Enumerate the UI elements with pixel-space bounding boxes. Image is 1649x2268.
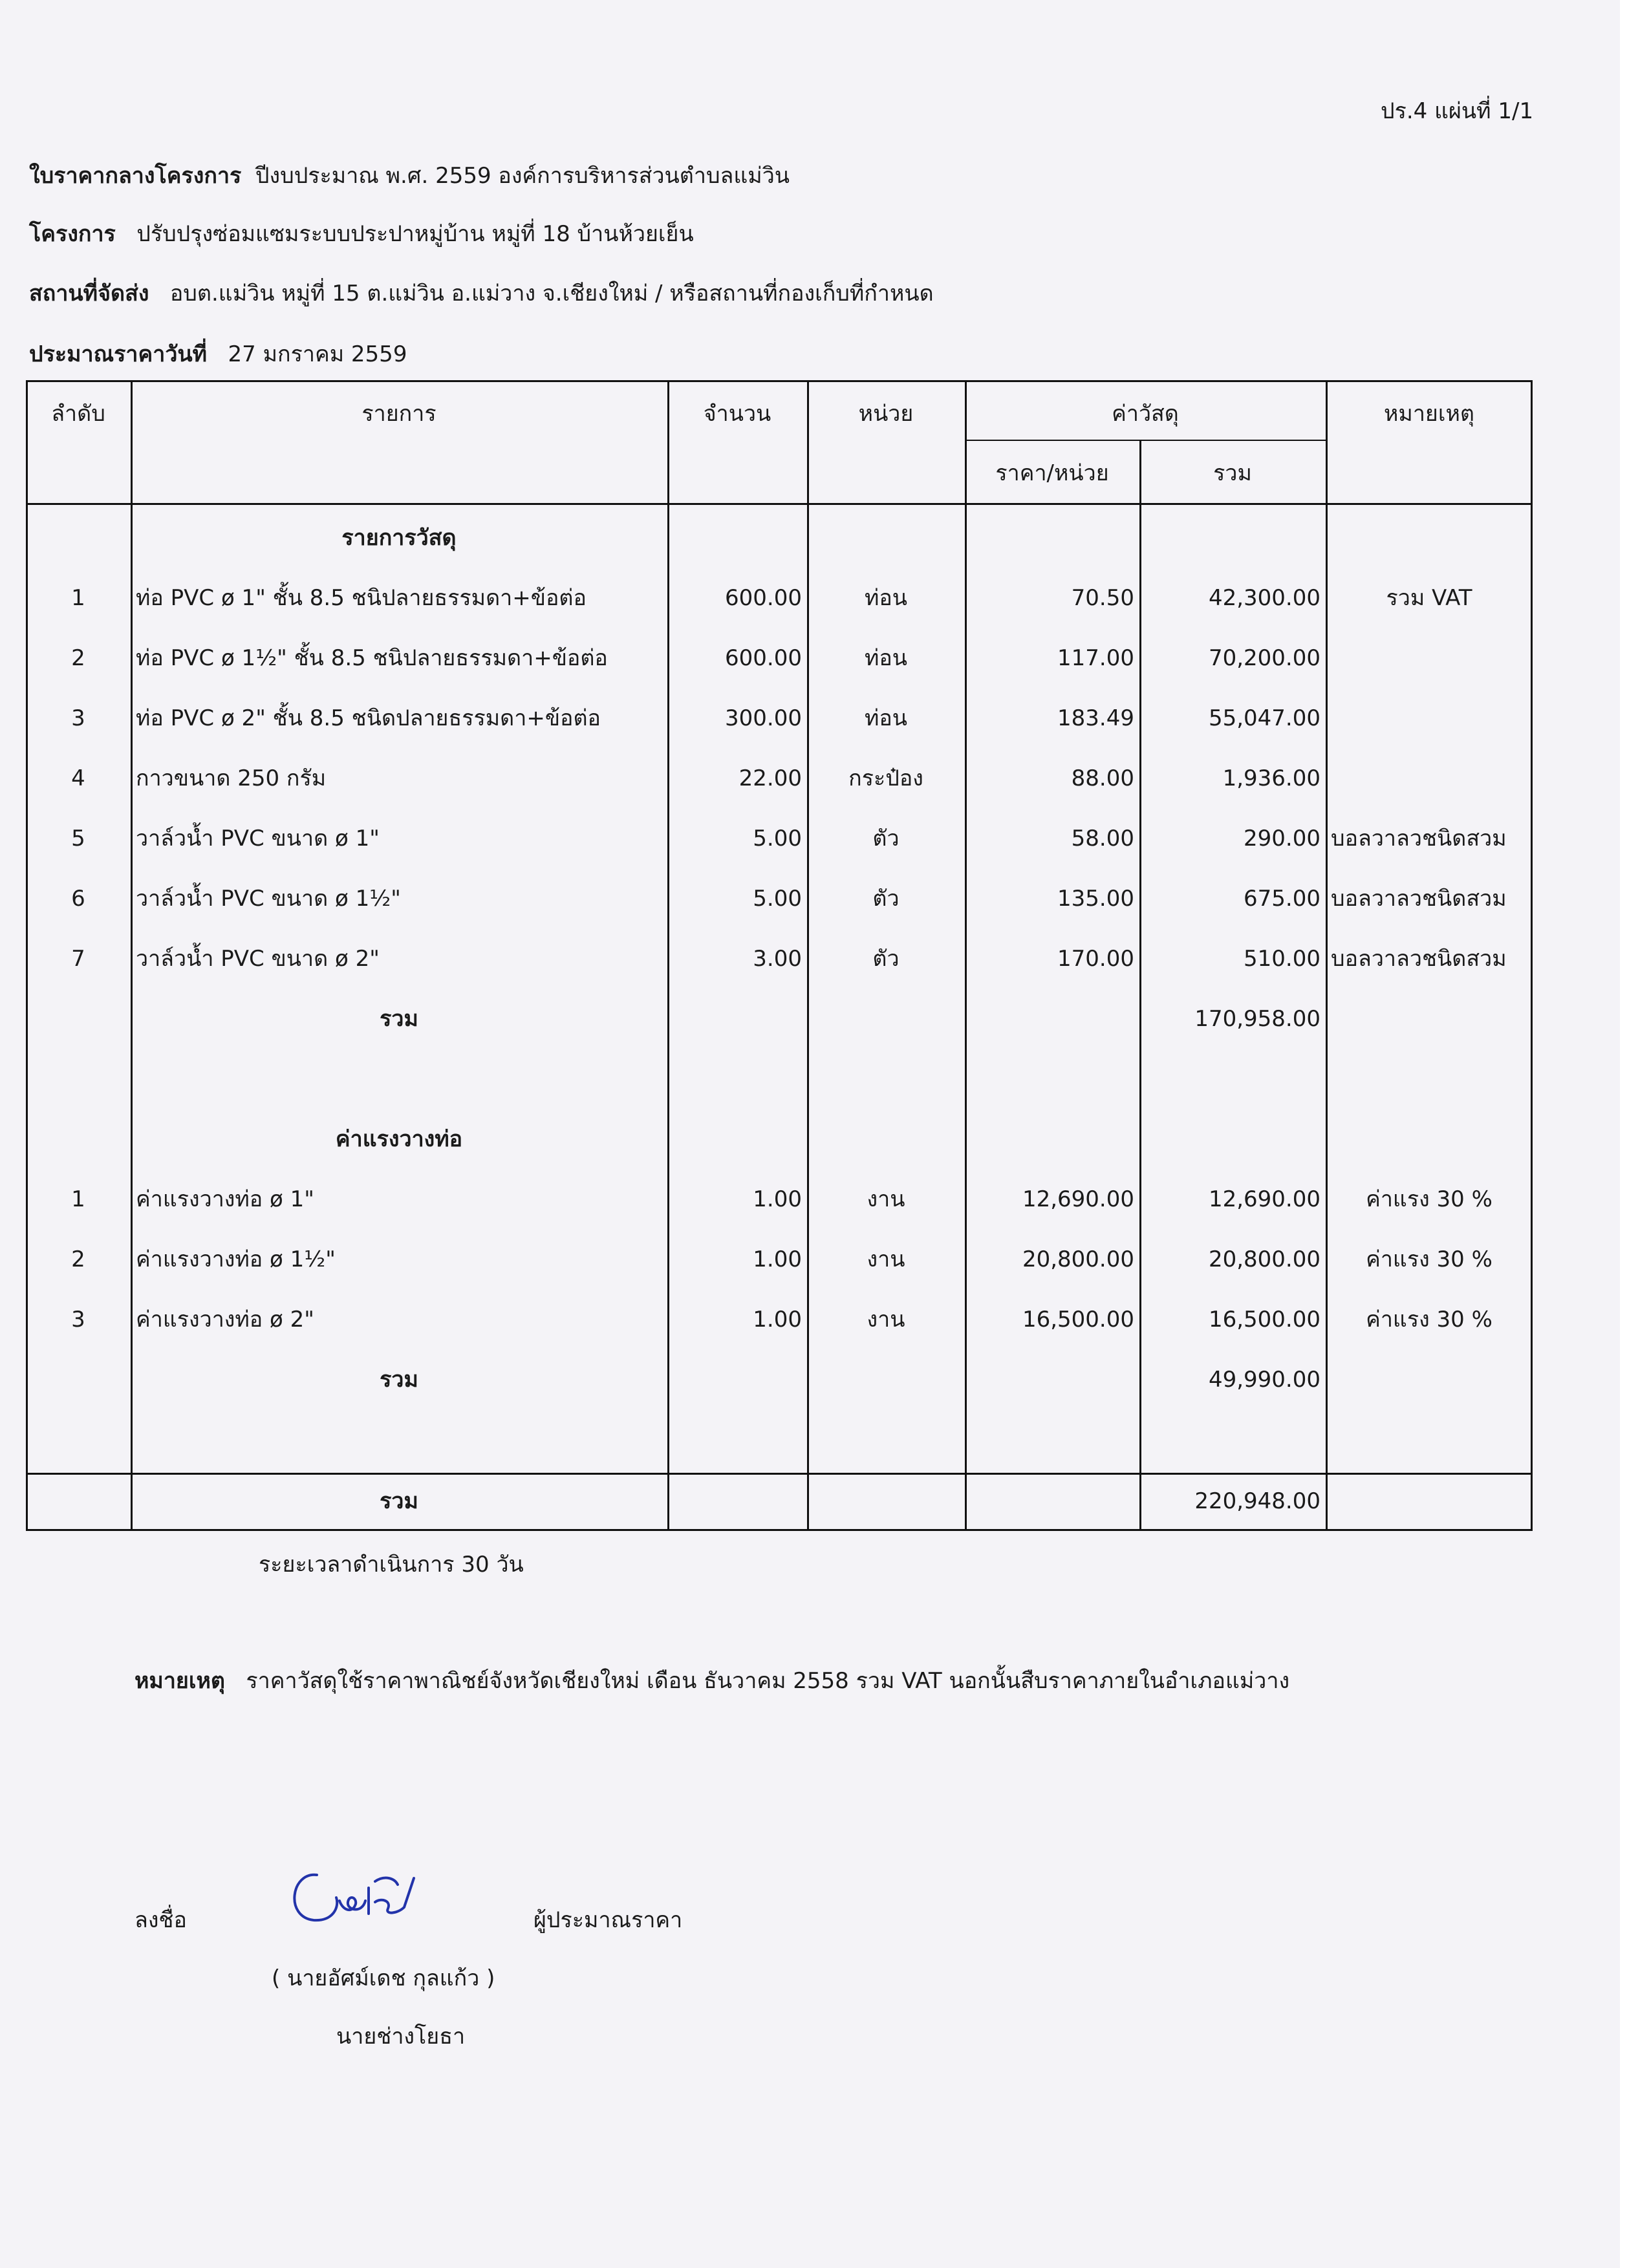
row-item: ค่าแรงวางท่อ ø 1" <box>136 1186 314 1212</box>
row-price: 58.00 <box>1071 826 1134 851</box>
header-unit: หน่วย <box>858 401 914 427</box>
row-qty: 5.00 <box>753 886 802 912</box>
signer-name: ( นายอัศม์เดช กุลแก้ว ) <box>272 1965 495 1991</box>
row-unit: ท่อน <box>864 645 908 671</box>
row-seq: 3 <box>71 705 85 731</box>
price-table <box>26 380 1533 1531</box>
signer-position: นายช่างโยธา <box>336 2024 466 2049</box>
row-seq: 5 <box>71 826 85 851</box>
section-materials-title: รายการวัสดุ <box>341 525 457 551</box>
row-total: 1,936.00 <box>1222 765 1320 791</box>
row-total: 20,800.00 <box>1208 1246 1320 1272</box>
delivery-line <box>29 279 934 308</box>
row-item: ท่อ PVC ø 1½" ชั้น 8.5 ชนิปลายธรรมดา+ข้อต่อ <box>136 645 608 671</box>
row-qty: 300.00 <box>725 705 802 731</box>
section-labor-title: ค่าแรงวางท่อ <box>335 1126 463 1152</box>
row-total: 70,200.00 <box>1208 645 1320 671</box>
row-qty: 600.00 <box>725 645 802 671</box>
row-price: 88.00 <box>1071 765 1134 791</box>
row-item: วาล์วน้ำ PVC ขนาด ø 1" <box>136 826 380 851</box>
sign-label: ลงชื่อ <box>135 1907 187 1933</box>
scan-edge <box>1620 0 1649 2268</box>
row-unit: งาน <box>867 1246 905 1272</box>
row-seq: 3 <box>71 1307 85 1332</box>
row-item: ท่อ PVC ø 1" ชั้น 8.5 ชนิปลายธรรมดา+ข้อต่อ <box>136 585 587 611</box>
row-remark: บอลวาลวชนิดสวม <box>1331 946 1507 972</box>
date-value: 27 มกราคม 2559 <box>228 341 407 367</box>
row-price: 12,690.00 <box>1022 1186 1134 1212</box>
row-qty: 5.00 <box>753 826 802 851</box>
row-total: 12,690.00 <box>1208 1186 1320 1212</box>
row-remark: ค่าแรง 30 % <box>1366 1246 1493 1272</box>
handwritten-signature <box>278 1862 446 1933</box>
page-reference: ปร.4 แผ่นที่ 1/1 <box>1381 98 1534 124</box>
row-seq: 1 <box>71 1186 85 1212</box>
row-unit: งาน <box>867 1307 905 1332</box>
row-remark: รวม VAT <box>1386 585 1472 611</box>
project-value: ปรับปรุงซ่อมแซมระบบประปาหมู่บ้าน หมู่ที่ 18 บ้านห้วยเย็น <box>136 221 694 247</box>
row-remark: ค่าแรง 30 % <box>1366 1307 1493 1332</box>
row-total: 290.00 <box>1244 826 1320 851</box>
project-label: โครงการ <box>29 221 116 247</box>
row-qty: 22.00 <box>738 765 802 791</box>
labor-sum-label: รวม <box>380 1367 418 1393</box>
grand-total-value: 220,948.00 <box>1194 1488 1320 1514</box>
row-price: 20,800.00 <box>1022 1246 1134 1272</box>
row-unit: งาน <box>867 1186 905 1212</box>
row-total: 510.00 <box>1244 946 1320 972</box>
delivery-label: สถานที่จัดส่ง <box>29 281 149 306</box>
row-remark: บอลวาลวชนิดสวม <box>1331 826 1507 851</box>
row-unit: กระป๋อง <box>848 765 923 791</box>
date-label: ประมาณราคาวันที่ <box>29 341 208 367</box>
title-label: ใบราคากลางโครงการ <box>29 163 242 189</box>
row-item: ท่อ PVC ø 2" ชั้น 8.5 ชนิดปลายธรรมดา+ข้อต่อ <box>136 705 601 731</box>
row-qty: 3.00 <box>753 946 802 972</box>
row-item: ค่าแรงวางท่อ ø 1½" <box>136 1246 336 1272</box>
row-seq: 2 <box>71 1246 85 1272</box>
row-price: 183.49 <box>1057 705 1134 731</box>
grand-total-label: รวม <box>380 1488 418 1514</box>
delivery-value: อบต.แม่วิน หมู่ที่ 15 ต.แม่วิน อ.แม่วาง จ.เชียงใหม่ / หรือสถานที่กองเก็บที่กำหนด <box>169 281 934 306</box>
note-label: หมายเหตุ <box>135 1668 225 1694</box>
row-seq: 1 <box>71 585 85 611</box>
duration-text: ระยะเวลาดำเนินการ 30 วัน <box>259 1552 524 1578</box>
header-qty: จำนวน <box>703 401 771 427</box>
materials-sum-value: 170,958.00 <box>1194 1006 1320 1032</box>
row-unit: ท่อน <box>864 705 908 731</box>
title-value: ปีงบประมาณ พ.ศ. 2559 องค์การบริหารส่วนตำบลแม่วิน <box>255 163 790 189</box>
row-item: วาล์วน้ำ PVC ขนาด ø 1½" <box>136 886 401 912</box>
row-seq: 7 <box>71 946 85 972</box>
date-line <box>29 340 407 369</box>
header-item: รายการ <box>361 401 436 427</box>
header-remark: หมายเหตุ <box>1384 401 1474 427</box>
labor-sum-value: 49,990.00 <box>1208 1367 1320 1393</box>
row-seq: 6 <box>71 886 85 912</box>
row-item: ค่าแรงวางท่อ ø 2" <box>136 1307 314 1332</box>
header-unit-price: ราคา/หน่วย <box>995 460 1109 486</box>
row-total: 16,500.00 <box>1208 1307 1320 1332</box>
header-seq: ลำดับ <box>51 401 105 427</box>
row-price: 170.00 <box>1057 946 1134 972</box>
row-seq: 4 <box>71 765 85 791</box>
row-qty: 1.00 <box>753 1307 802 1332</box>
project-line <box>29 220 694 248</box>
row-total: 55,047.00 <box>1208 705 1320 731</box>
row-unit: ตัว <box>872 946 900 972</box>
header-total: รวม <box>1213 460 1252 486</box>
estimator-role: ผู้ประมาณราคา <box>534 1907 683 1933</box>
row-price: 117.00 <box>1057 645 1134 671</box>
row-total: 675.00 <box>1244 886 1320 912</box>
row-price: 16,500.00 <box>1022 1307 1134 1332</box>
row-remark: บอลวาลวชนิดสวม <box>1331 886 1507 912</box>
row-qty: 600.00 <box>725 585 802 611</box>
row-remark: ค่าแรง 30 % <box>1366 1186 1493 1212</box>
row-item: วาล์วน้ำ PVC ขนาด ø 2" <box>136 946 380 972</box>
row-price: 70.50 <box>1071 585 1134 611</box>
note-line <box>135 1667 1289 1695</box>
row-unit: ตัว <box>872 826 900 851</box>
materials-sum-label: รวม <box>380 1006 418 1032</box>
row-unit: ตัว <box>872 886 900 912</box>
row-qty: 1.00 <box>753 1246 802 1272</box>
row-total: 42,300.00 <box>1208 585 1320 611</box>
row-qty: 1.00 <box>753 1186 802 1212</box>
title-line <box>29 162 790 190</box>
row-unit: ท่อน <box>864 585 908 611</box>
note-text: ราคาวัสดุใช้ราคาพาณิชย์จังหวัดเชียงใหม่ เดือน ธันวาคม 2558 รวม VAT นอกนั้นสืบราคาภายในอำเภอแม่วาง <box>246 1668 1290 1694</box>
header-material-cost: ค่าวัสดุ <box>1112 401 1179 427</box>
row-seq: 2 <box>71 645 85 671</box>
row-price: 135.00 <box>1057 886 1134 912</box>
row-item: กาวขนาด 250 กรัม <box>136 765 327 791</box>
